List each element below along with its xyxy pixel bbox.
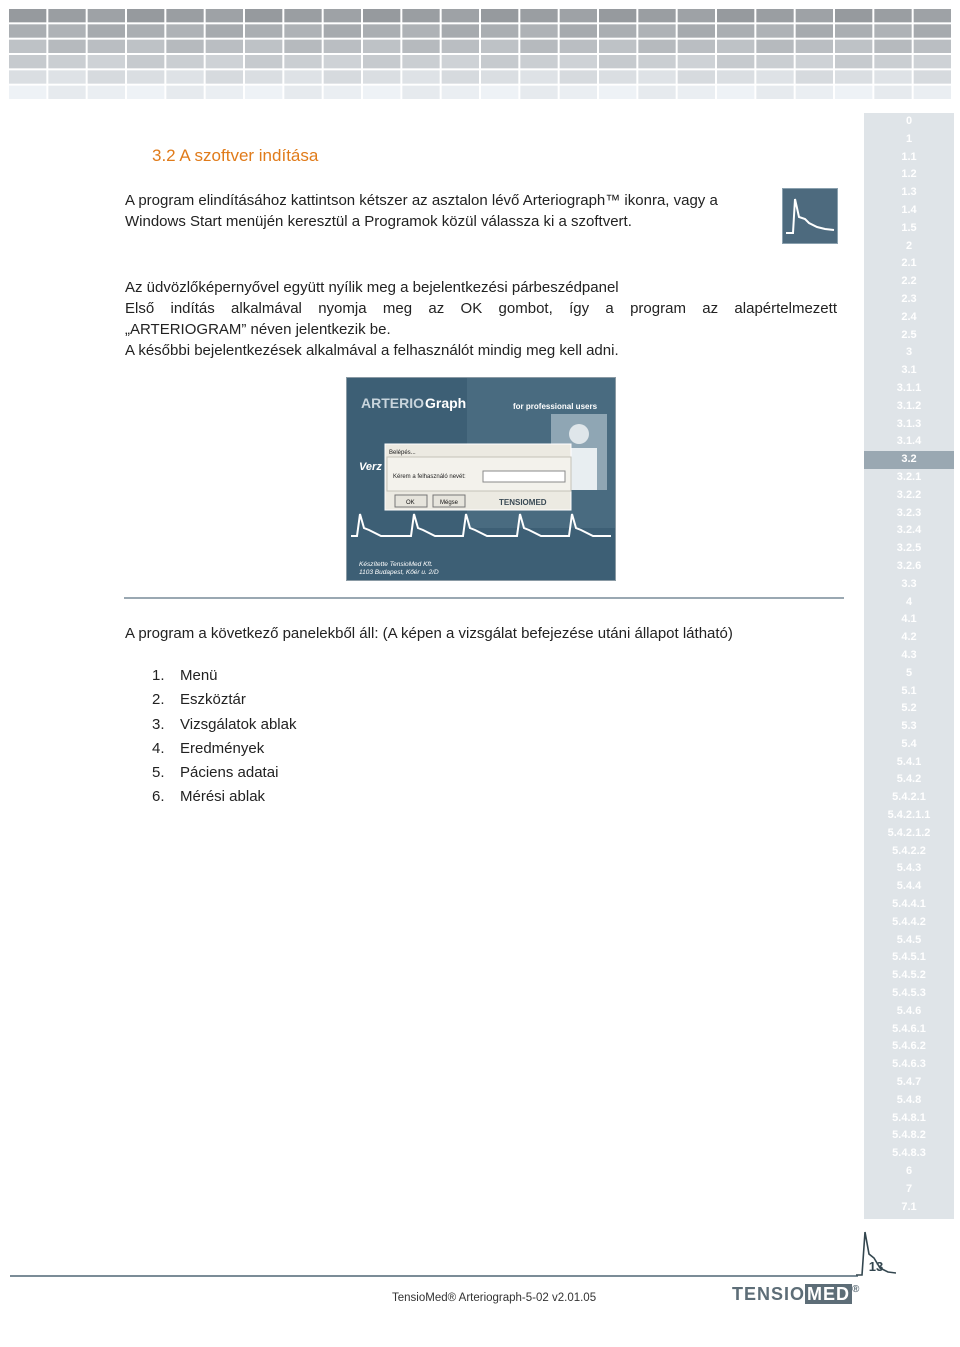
toc-item[interactable]: 5.4 [901, 737, 917, 750]
brand-arterio: ARTERIO [361, 395, 424, 411]
grid-cell [363, 24, 400, 37]
grid-cell [481, 24, 518, 37]
grid-cell [9, 86, 46, 99]
grid-cell [442, 55, 479, 68]
grid-cell [481, 9, 518, 22]
grid-cell [166, 9, 203, 22]
grid-cell [481, 70, 518, 83]
grid-cell [599, 86, 636, 99]
grid-cell [127, 9, 164, 22]
credit-line-2: 1103 Budapest, Kőér u. 2/D [359, 569, 439, 576]
grid-cell [88, 70, 125, 83]
grid-cell [481, 55, 518, 68]
grid-cell [835, 24, 872, 37]
grid-cell [520, 55, 557, 68]
toc-item[interactable]: 6 [905, 1165, 913, 1178]
welcome-line-3: „ARTERIOGRAM” néven jelentkezik be. [125, 321, 391, 338]
grid-cell [363, 55, 400, 68]
grid-cell [284, 70, 321, 83]
toc-item[interactable]: 5.4.4 [896, 880, 922, 893]
tensiomed-logo [732, 1284, 860, 1305]
grid-cell [284, 40, 321, 53]
toc-item[interactable]: 3.1.2 [896, 399, 922, 412]
grid-cell [363, 70, 400, 83]
grid-cell [914, 55, 951, 68]
grid-cell [324, 40, 361, 53]
toc-item[interactable]: 5.4.3 [896, 862, 922, 875]
toc-item[interactable]: 2.1 [901, 257, 917, 270]
grid-cell [363, 40, 400, 53]
toc-item[interactable]: 3 [905, 346, 913, 359]
grid-cell [560, 86, 597, 99]
toc-item[interactable]: 5.4.8 [896, 1093, 922, 1106]
toc-item[interactable]: 5.4.6.2 [892, 1040, 926, 1053]
toc-item[interactable]: 2.3 [901, 292, 917, 305]
toc-item[interactable]: 5.4.1 [896, 755, 922, 768]
toc-item[interactable]: 5 [905, 666, 913, 679]
toc-item[interactable]: 5.4.4.1 [892, 898, 926, 911]
grid-cell [245, 40, 282, 53]
grid-cell [560, 55, 597, 68]
toc-item[interactable]: 5.4.4.2 [892, 915, 926, 928]
grid-cell [402, 70, 439, 83]
intro-line-1: A program elindításához kattintson kétszer az asztalon lévő Arteriograph™ ikonra, vagy a [125, 192, 718, 209]
toc-item[interactable]: 3.1.4 [896, 435, 922, 448]
grid-cell [48, 40, 85, 53]
brand-graph: Graph [425, 395, 467, 411]
grid-cell [678, 86, 715, 99]
page-number: 13 [868, 1259, 884, 1274]
grid-cell [166, 24, 203, 37]
grid-cell [599, 40, 636, 53]
grid-cell [914, 24, 951, 37]
grid-cell [245, 70, 282, 83]
grid-cell [638, 86, 675, 99]
grid-cell [442, 40, 479, 53]
grid-cell [874, 86, 911, 99]
grid-cell [874, 9, 911, 22]
toc-item[interactable]: 5.4.2.2 [892, 844, 926, 857]
grid-cell [874, 55, 911, 68]
verz-label: Verz [359, 461, 382, 473]
toc-item[interactable]: 4.3 [901, 648, 917, 661]
grid-cell [520, 40, 557, 53]
panel-number: 1. [152, 667, 165, 684]
grid-cell [599, 24, 636, 37]
grid-cell [796, 40, 833, 53]
grid-cell [599, 70, 636, 83]
toc-item[interactable]: 3.2.2 [896, 488, 922, 501]
logo-registered: ® [852, 1284, 861, 1295]
grid-cell [88, 9, 125, 22]
grid-cell [127, 70, 164, 83]
toc-item[interactable]: 1.3 [901, 186, 917, 199]
toc-item[interactable]: 5.4.7 [896, 1076, 922, 1089]
grid-cell [481, 86, 518, 99]
toc-item[interactable]: 3.2.4 [896, 524, 922, 537]
grid-cell [363, 9, 400, 22]
toc-item[interactable]: 4 [905, 595, 913, 608]
section-divider [124, 597, 844, 599]
grid-cell [206, 9, 243, 22]
arteriograph-desktop-icon [782, 188, 838, 244]
intro-line-2: Windows Start menüjén keresztül a Programok közül válassza ki a szoftvert. [125, 213, 632, 230]
grid-cell [599, 55, 636, 68]
grid-cell [638, 9, 675, 22]
toc-item[interactable]: 3.2.5 [896, 542, 922, 555]
panel-list-item [152, 737, 296, 761]
grid-cell [127, 40, 164, 53]
grid-cell [638, 55, 675, 68]
grid-cell [324, 9, 361, 22]
grid-cell [796, 9, 833, 22]
grid-cell [245, 24, 282, 37]
grid-cell [717, 70, 754, 83]
toc-item[interactable]: 5.4.5 [896, 933, 922, 946]
welcome-line-4: A későbbi bejelentkezések alkalmával a felhasználót mindig meg kell adni. [125, 342, 619, 359]
grid-cell [284, 86, 321, 99]
toc-item[interactable]: 1.4 [901, 203, 917, 216]
toc-item[interactable]: 3.2.1 [896, 470, 922, 483]
grid-cell [442, 70, 479, 83]
toc-item[interactable]: 3.2.6 [896, 559, 922, 572]
credit-line-1: Készítette TensioMed Kft. [359, 561, 433, 568]
grid-cell [874, 40, 911, 53]
grid-cell [166, 70, 203, 83]
toc-item[interactable]: 1.2 [901, 168, 917, 181]
grid-cell [9, 55, 46, 68]
panel-list-item [152, 785, 296, 809]
grid-cell [402, 55, 439, 68]
toc-item[interactable]: 7 [905, 1182, 913, 1195]
toc-sidebar [864, 113, 954, 1219]
panels-intro: A program a következő panelekből áll: (A képen a vizsgálat befejezése utáni állapot látható) [125, 625, 733, 642]
grid-cell [48, 86, 85, 99]
grid-cell [48, 70, 85, 83]
grid-cell [678, 9, 715, 22]
grid-cell [166, 55, 203, 68]
grid-cell [442, 9, 479, 22]
grid-cell [206, 24, 243, 37]
grid-cell [48, 24, 85, 37]
grid-cell [874, 24, 911, 37]
toc-item[interactable]: 5.4.6.3 [892, 1058, 926, 1071]
grid-cell [717, 9, 754, 22]
section-heading: 3.2 A szoftver indítása [152, 146, 319, 165]
panel-label: Eszköztár [180, 691, 246, 709]
grid-cell [914, 70, 951, 83]
grid-cell [245, 55, 282, 68]
grid-cell [324, 24, 361, 37]
grid-cell [796, 70, 833, 83]
grid-cell [756, 86, 793, 99]
grid-cell [324, 55, 361, 68]
toc-item[interactable]: 3.1.3 [896, 417, 922, 430]
toc-item[interactable]: 2.4 [901, 310, 917, 323]
grid-cell [520, 70, 557, 83]
grid-cell [402, 40, 439, 53]
toc-item[interactable]: 3.2.3 [896, 506, 922, 519]
panel-number: 4. [152, 739, 165, 757]
grid-cell [88, 55, 125, 68]
header-decoration [8, 8, 952, 100]
grid-cell [717, 40, 754, 53]
grid-cell [560, 40, 597, 53]
grid-cell [88, 86, 125, 99]
toc-item[interactable]: 5.4.2.1 [892, 791, 926, 804]
grid-cell [245, 9, 282, 22]
grid-cell [166, 40, 203, 53]
toc-item[interactable]: 5.4.6.1 [892, 1022, 926, 1035]
grid-cell [717, 55, 754, 68]
toc-item[interactable]: 7.1 [901, 1200, 917, 1213]
toc-item[interactable]: 4.1 [901, 613, 917, 626]
grid-cell [324, 86, 361, 99]
panel-list-item [152, 761, 296, 785]
grid-cell [835, 55, 872, 68]
toc-item[interactable]: 2.5 [901, 328, 917, 341]
grid-cell [638, 70, 675, 83]
grid-cell [796, 55, 833, 68]
toc-item[interactable]: 5.4.8.3 [892, 1147, 926, 1160]
panel-list-item [152, 688, 296, 712]
grid-cell [874, 70, 911, 83]
toc-item[interactable]: 5.4.8.1 [892, 1111, 926, 1124]
grid-cell [717, 24, 754, 37]
grid-cell [48, 55, 85, 68]
grid-cell [835, 86, 872, 99]
grid-cell [402, 86, 439, 99]
toc-item[interactable]: 1.5 [901, 221, 917, 234]
cancel-button-label: Mégse [440, 500, 459, 506]
grid-cell [442, 24, 479, 37]
grid-cell [127, 55, 164, 68]
grid-cell [756, 55, 793, 68]
grid-cell [835, 70, 872, 83]
grid-cell [560, 9, 597, 22]
grid-cell [9, 9, 46, 22]
welcome-screen-image [346, 377, 616, 581]
toc-item[interactable]: 2 [905, 239, 913, 252]
grid-cell [402, 24, 439, 37]
grid-cell [481, 40, 518, 53]
panel-number: 3. [152, 715, 165, 733]
grid-cell [520, 24, 557, 37]
logo-med: MED [807, 1284, 851, 1304]
panel-number: 2. [152, 691, 165, 709]
panel-label: Menü [180, 667, 218, 684]
grid-cell [402, 9, 439, 22]
welcome-line-2: Első indítás alkalmával nyomja meg az OK gombot, így a program az alapértelmezett [125, 300, 837, 317]
toc-item[interactable]: 1 [905, 132, 913, 145]
toc-item[interactable]: 5.3 [901, 720, 917, 733]
grid-cell [678, 40, 715, 53]
username-input[interactable] [483, 471, 565, 482]
footer-document-id: TensioMed® Arteriograph-5-02 v2.01.05 [392, 1292, 597, 1304]
grid-cell [166, 86, 203, 99]
grid-cell [520, 86, 557, 99]
grid-cell [88, 24, 125, 37]
grid-cell [796, 86, 833, 99]
toc-item[interactable]: 4.2 [901, 631, 917, 644]
grid-cell [756, 40, 793, 53]
grid-cell [678, 55, 715, 68]
grid-cell [599, 9, 636, 22]
grid-cell [48, 9, 85, 22]
grid-cell [796, 24, 833, 37]
toc-item[interactable]: 5.1 [901, 684, 917, 697]
grid-cell [914, 40, 951, 53]
grid-cell [914, 9, 951, 22]
grid-cell [835, 9, 872, 22]
welcome-line-1: Az üdvözlőképernyővel együtt nyílik meg a bejelentkezési párbeszédpanel [125, 279, 619, 296]
grid-cell [206, 70, 243, 83]
footer-divider [10, 1275, 858, 1277]
grid-cell [284, 9, 321, 22]
logo-tensio: TENSIO [732, 1284, 806, 1304]
toc-item[interactable]: 5.4.2 [896, 773, 922, 786]
dialog-prompt: Kérem a felhasználó nevét: [393, 474, 466, 480]
toc-item[interactable]: 5.4.2.1.2 [887, 826, 931, 839]
grid-cell [206, 40, 243, 53]
toc-item[interactable]: 1.1 [901, 150, 917, 163]
grid-cell [9, 24, 46, 37]
tagline: for professional users [513, 402, 598, 411]
panel-label: Páciens adatai [180, 764, 279, 782]
panel-list-item [152, 664, 296, 688]
toc-item[interactable]: 3.1.1 [896, 381, 922, 394]
grid-cell [914, 86, 951, 99]
panel-label: Eredmények [180, 739, 265, 757]
grid-cell [638, 24, 675, 37]
toc-list [864, 113, 954, 1216]
grid-cell [88, 40, 125, 53]
grid-cell [206, 86, 243, 99]
grid-cell [442, 86, 479, 99]
grid-cell [835, 40, 872, 53]
grid-cell [678, 70, 715, 83]
panel-list-item [152, 713, 296, 737]
grid-cell [127, 24, 164, 37]
dialog-title: Belépés... [389, 450, 416, 456]
toc-item[interactable]: 5.4.5.2 [892, 969, 926, 982]
toc-item[interactable]: 2.2 [901, 275, 917, 288]
grid-cell [560, 24, 597, 37]
grid-cell [560, 70, 597, 83]
panel-number: 5. [152, 764, 165, 782]
toc-item[interactable]: 5.4.2.1.1 [887, 809, 931, 822]
grid-cell [363, 86, 400, 99]
grid-cell [520, 9, 557, 22]
toc-item[interactable]: 5.4.5.3 [892, 987, 926, 1000]
grid-cell [756, 9, 793, 22]
panel-label: Mérési ablak [180, 788, 266, 806]
toc-item[interactable]: 3.3 [901, 577, 917, 590]
grid-cell [9, 70, 46, 83]
toc-item[interactable]: 5.4.6 [896, 1004, 922, 1017]
grid-cell [756, 70, 793, 83]
toc-item[interactable]: 3.2 [864, 451, 954, 469]
toc-item[interactable]: 5.4.5.1 [892, 951, 926, 964]
panel-number: 6. [152, 788, 165, 806]
grid-cell [678, 24, 715, 37]
grid-cell [284, 55, 321, 68]
grid-cell [245, 86, 282, 99]
toc-item[interactable]: 3.1 [901, 364, 917, 377]
grid-cell [9, 40, 46, 53]
grid-cell [717, 86, 754, 99]
grid-cell [324, 70, 361, 83]
grid-cell [756, 24, 793, 37]
toc-item[interactable]: 0 [905, 115, 913, 127]
dialog-brand: TENSIOMED [499, 498, 547, 507]
grid-cell [638, 40, 675, 53]
toc-item[interactable]: 5.2 [901, 702, 917, 715]
grid-cell [206, 55, 243, 68]
panel-list [152, 664, 296, 810]
toc-item[interactable]: 5.4.8.2 [892, 1129, 926, 1142]
grid-cell [127, 86, 164, 99]
grid-cell [284, 24, 321, 37]
panel-label: Vizsgálatok ablak [180, 715, 297, 733]
ok-button-label: OK [406, 500, 415, 506]
